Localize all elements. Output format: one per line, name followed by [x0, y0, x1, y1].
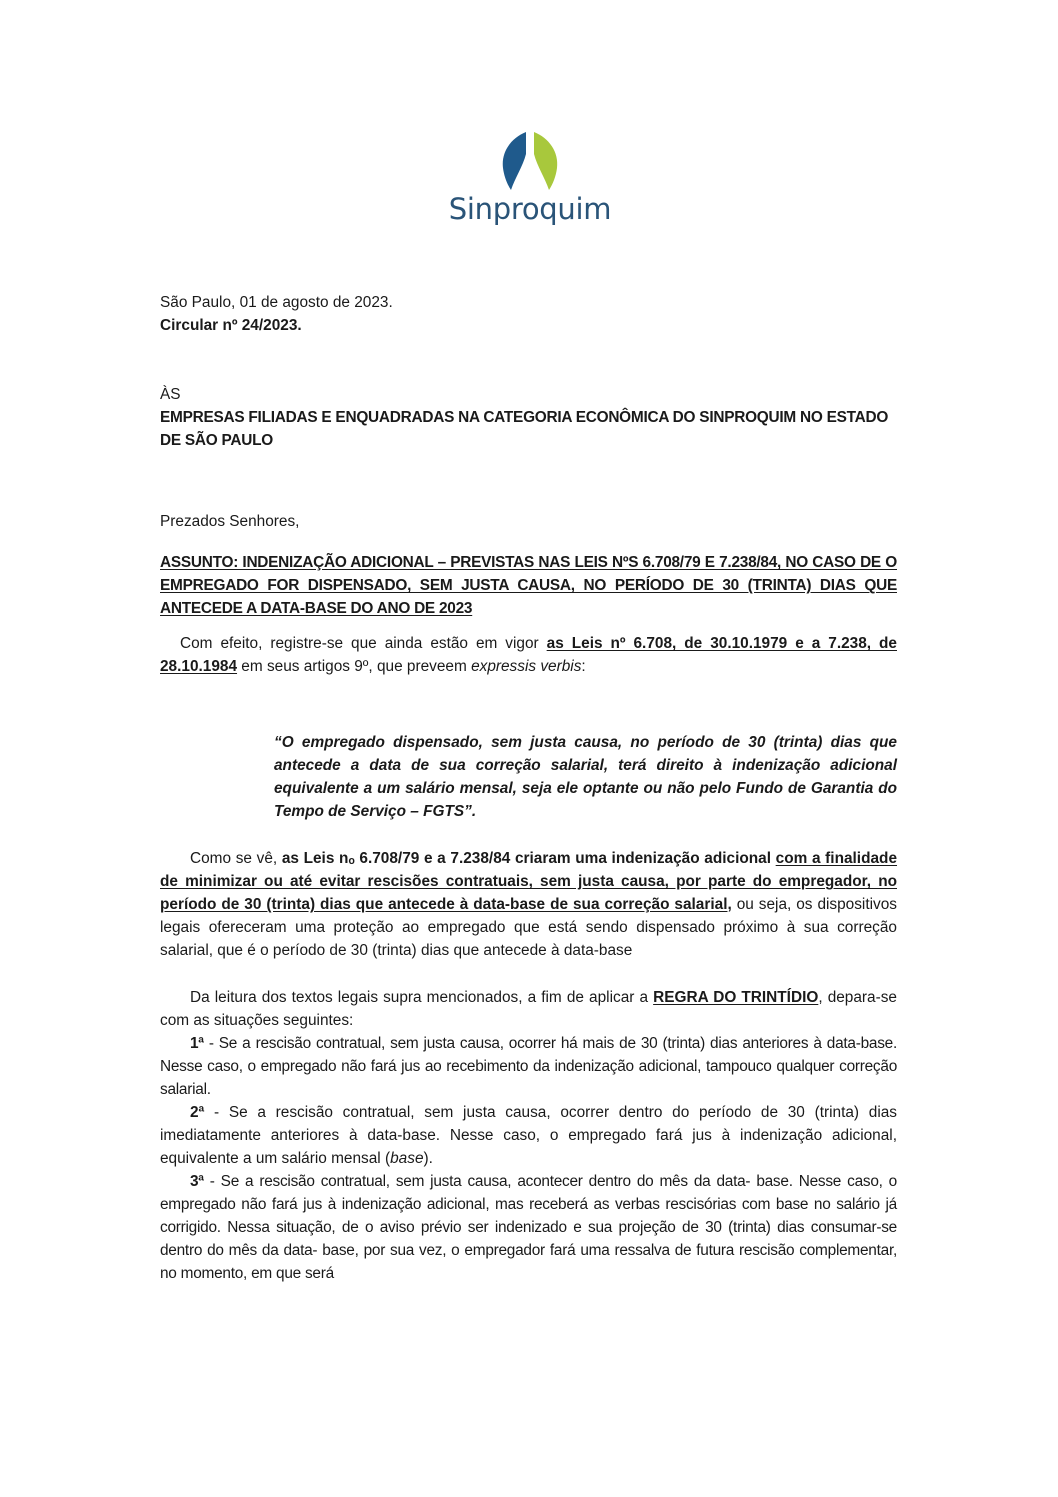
- recipient-to: ÀS: [160, 386, 181, 403]
- text: em seus artigos 9º, que preveem: [237, 658, 472, 675]
- situation-label: 1ª: [190, 1035, 204, 1052]
- logo-wordmark: Sinproquim: [448, 192, 612, 226]
- rule-name: REGRA DO TRINTÍDIO: [653, 989, 819, 1006]
- law-quote: “O empregado dispensado, sem justa causa, no período de 30 (trinta) dias que antecede a data de sua correção salarial, terá direito à indenização adicional equivalente a um salário mensal, seja ele optante ou não pelo Fundo de Garantia do Tempo de Serviço – FGTS”.: [274, 734, 897, 820]
- text: Com efeito, registre-se que ainda estão em vigor: [180, 635, 547, 652]
- circular-number: Circular nº 24/2023.: [160, 317, 302, 334]
- text: ,: [727, 896, 732, 913]
- text: :: [581, 658, 586, 675]
- paragraph-laws: [160, 632, 897, 678]
- text: - Se a rescisão contratual, sem justa causa, acontecer dentro do mês da data- base. Nesse caso, o empregado não fará jus à indenização adicional, mas receberá as verbas rescisórias com base no salário já corrigido. Nessa situação, de o aviso prévio ser indenizado e sua projeção de 30 (trinta) dias consumar-se dentro do mês da data- base, por sua vez, o empregador fará uma ressalva de futura rescisão complementar, no momento, em que será: [160, 1173, 897, 1282]
- sinproquim-logo: [440, 128, 620, 228]
- situation-2: [160, 1101, 897, 1170]
- paragraph-rule: [160, 986, 897, 1032]
- text: ).: [423, 1150, 433, 1167]
- text: ou seja, os dispositivos legais ofereceram uma proteção ao empregado que está sendo dispensado próximo à sua correção salarial, que é o período de 30 (trinta) dias que antecede à data-base: [160, 896, 897, 959]
- latin-term: expressis verbis: [471, 658, 582, 675]
- situation-label: 3ª: [190, 1173, 204, 1190]
- situation-3: [160, 1170, 897, 1285]
- text: Como se vê,: [190, 850, 282, 867]
- text: , depara-se com as situações seguintes:: [160, 989, 897, 1029]
- salutation: Prezados Senhores,: [160, 513, 300, 530]
- text: - Se a rescisão contratual, sem justa causa, ocorrer dentro do período de 30 (trinta) dias imediatamente anteriores à data-base. Nesse caso, o empregado fará jus à indenização adicional, equivalente a um salário mensal (: [160, 1104, 897, 1167]
- logo-mark-icon: [497, 130, 563, 192]
- laws-reference: as Leis nº 6.708, de 30.10.1979 e a 7.238, de 28.10.1984: [160, 635, 897, 675]
- laws-bold: as Leis nₒ 6.708/79 e a 7.238/84 criaram uma indenização adicional: [281, 850, 776, 867]
- situation-label: 2ª: [190, 1104, 205, 1121]
- subject: ASSUNTO: INDENIZAÇÃO ADICIONAL – PREVISTAS NAS LEIS NºS 6.708/79 E 7.238/84, NO CASO DE O EMPREGADO FOR DISPENSADO, SEM JUSTA CAUSA, NO PERÍODO DE 30 (TRINTA) DIAS QUE ANTECEDE A DATA-BASE DO ANO DE 2023: [160, 554, 897, 617]
- logo-green-leaf: [534, 132, 557, 190]
- purpose-underlined: com a finalidade de minimizar ou até evitar rescisões contratuais, sem justa causa, por parte do empregador, no período de 30 (trinta) dias que antecede à data-base de sua correção salarial: [160, 850, 898, 913]
- text: Da leitura dos textos legais supra mencionados, a fim de aplicar a: [190, 989, 654, 1006]
- paragraph-purpose: [160, 847, 897, 962]
- situation-1: [160, 1032, 897, 1101]
- logo-blue-leaf: [503, 132, 526, 190]
- text: - Se a rescisão contratual, sem justa causa, ocorrer há mais de 30 (trinta) dias anteriores à data-base. Nesse caso, o empregado não fará jus ao recebimento da indenização adicional, tampouco qualquer correção salarial.: [160, 1035, 897, 1098]
- letter-body: [160, 291, 897, 1285]
- place-date: São Paulo, 01 de agosto de 2023.: [160, 294, 393, 311]
- text: base: [390, 1150, 424, 1167]
- recipient-name: EMPRESAS FILIADAS E ENQUADRADAS NA CATEGORIA ECONÔMICA DO SINPROQUIM NO ESTADO DE SÃO PAULO: [160, 409, 889, 449]
